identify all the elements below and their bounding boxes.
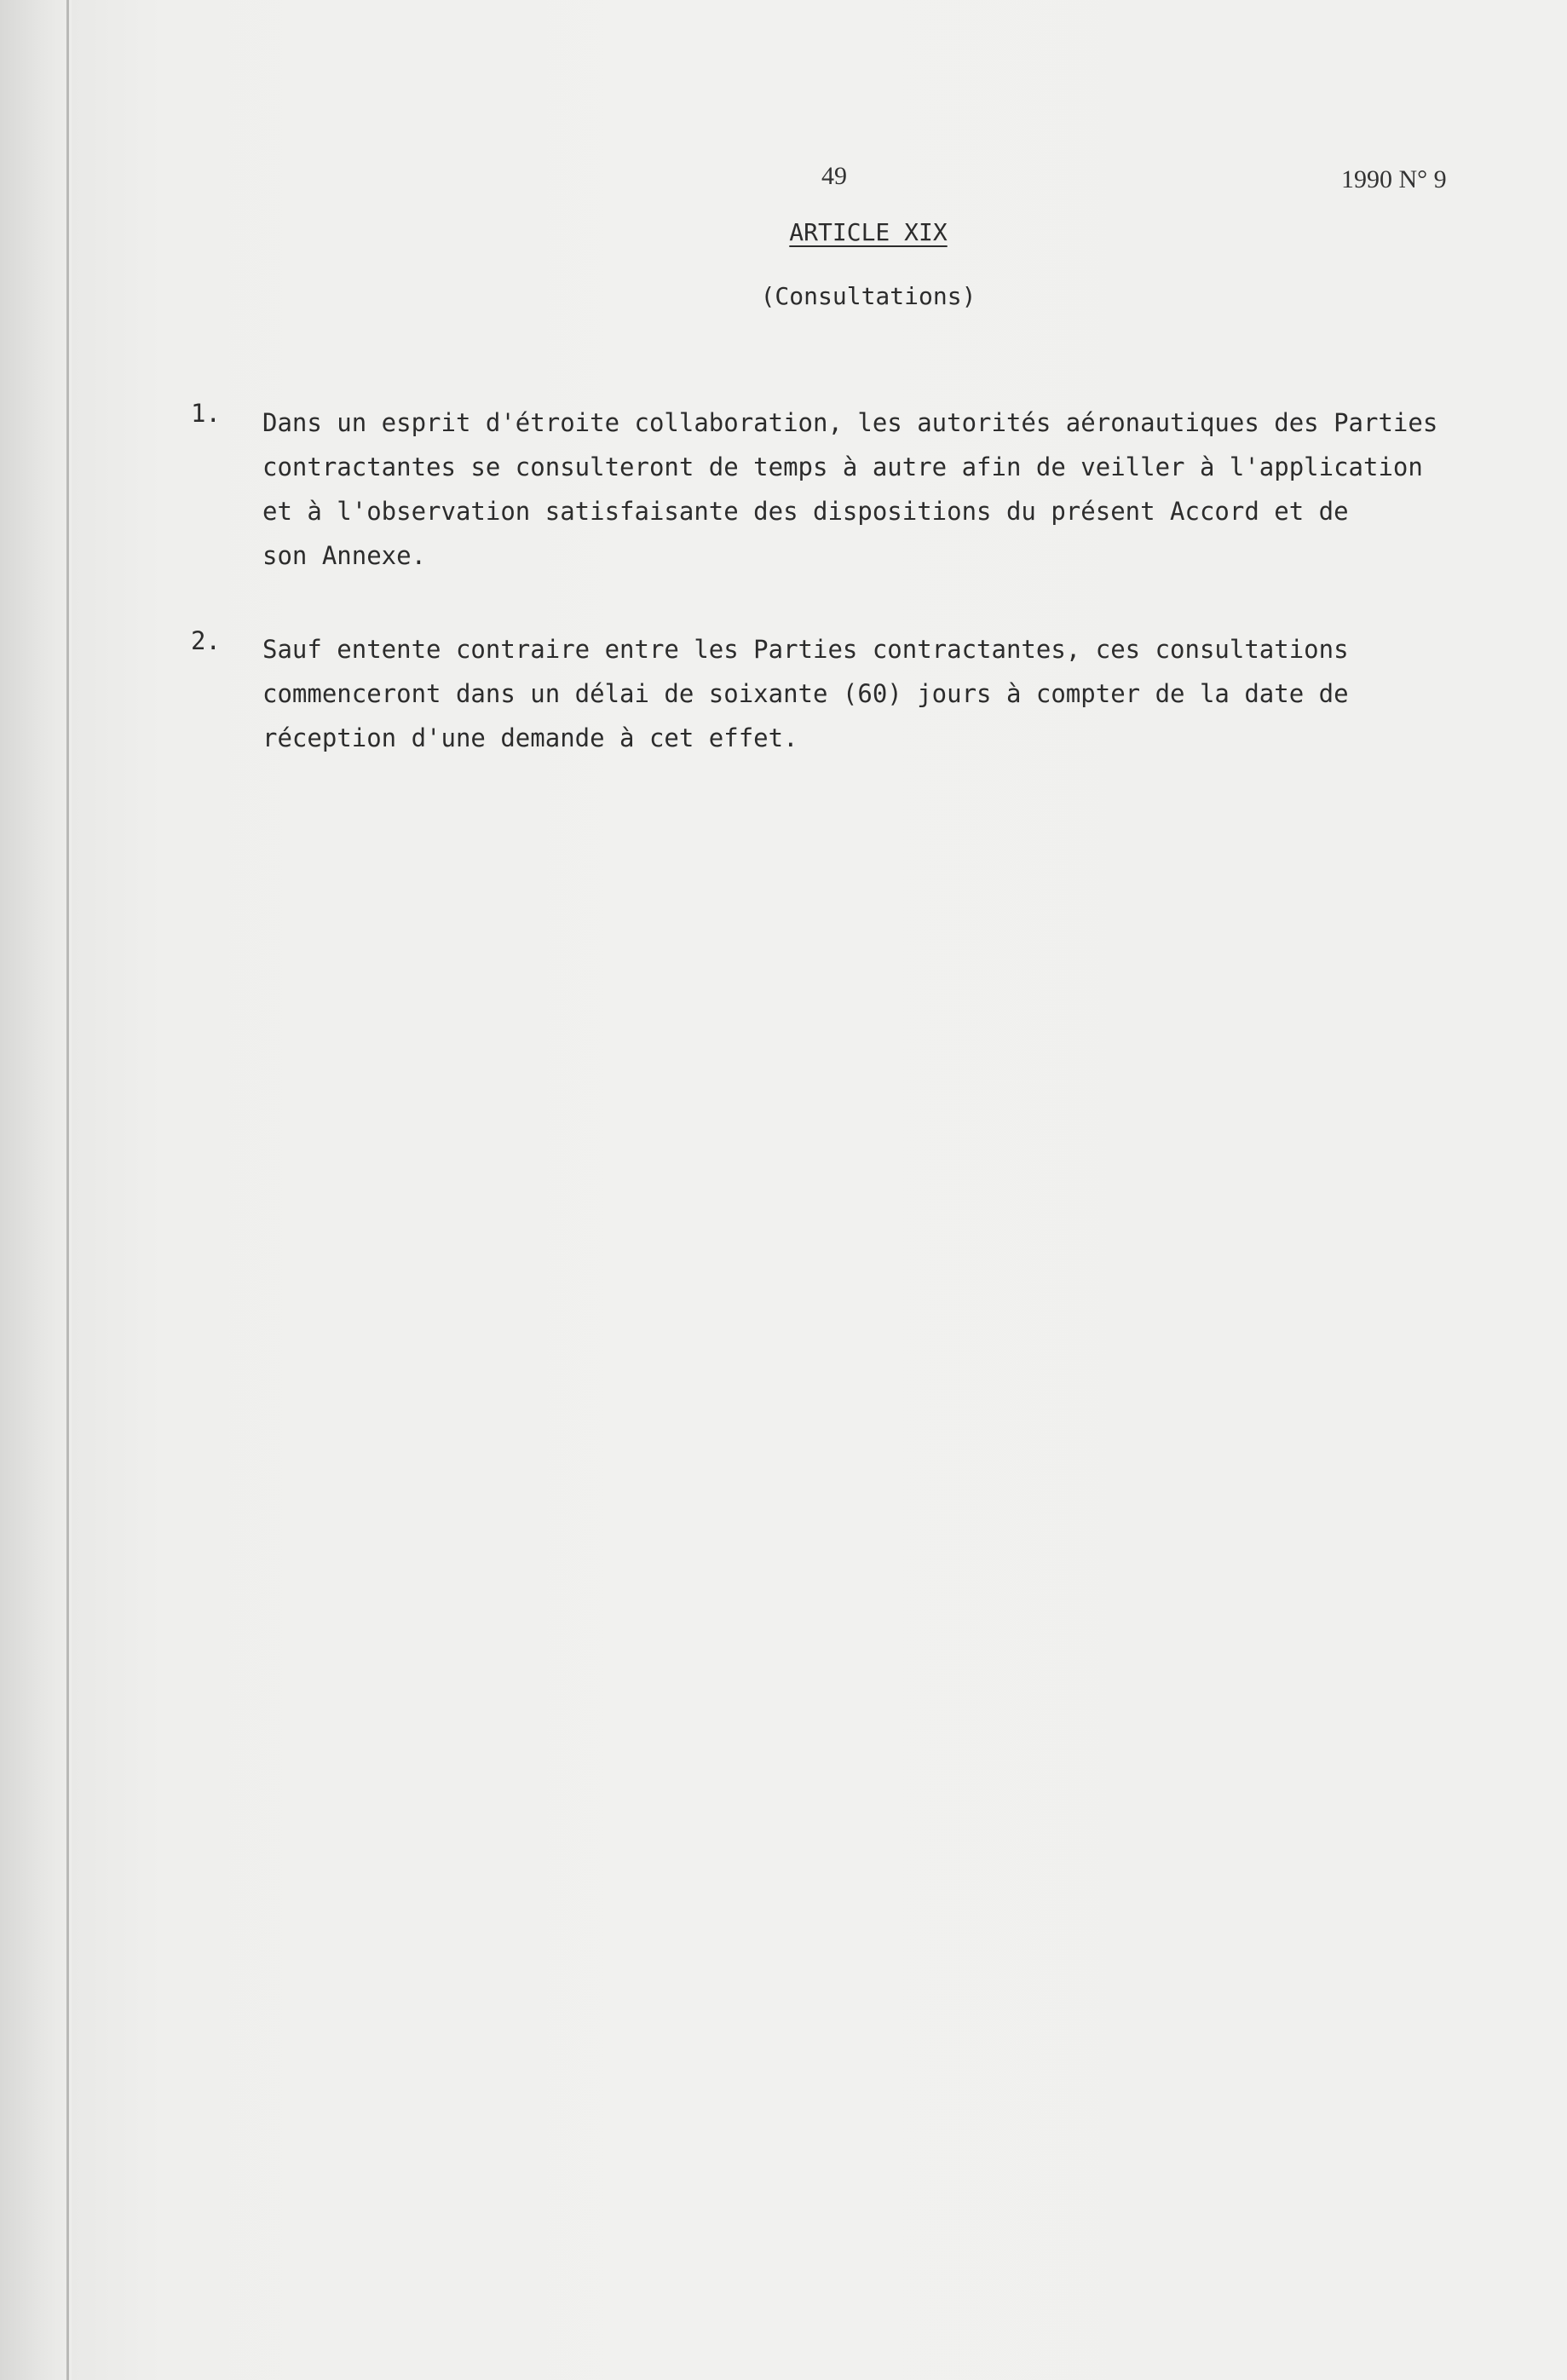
paragraph-2 bbox=[262, 627, 1558, 760]
paragraph-line: Dans un esprit d'étroite collaboration, les autorités aéronautiques des Parties bbox=[262, 408, 1438, 437]
article-title: ARTICLE XIX bbox=[789, 218, 948, 246]
binding-spine bbox=[0, 0, 77, 2380]
running-head: 1990 N° 9 bbox=[1341, 165, 1447, 193]
paragraph-line: son Annexe. bbox=[262, 541, 427, 570]
paragraph-1 bbox=[262, 401, 1558, 578]
paragraph-line: commenceront dans un délai de soixante (60) jours à compter de la date de bbox=[262, 679, 1349, 708]
article-subtitle: (Consultations) bbox=[760, 282, 976, 310]
paragraph-2-number: 2. bbox=[191, 626, 221, 655]
page-number: 49 bbox=[821, 162, 847, 190]
paragraph-1-number: 1. bbox=[191, 399, 221, 428]
paragraph-line: réception d'une demande à cet effet. bbox=[262, 723, 798, 752]
paragraph-line: et à l'observation satisfaisante des dispositions du présent Accord et de bbox=[262, 497, 1349, 526]
document-page bbox=[72, 0, 1567, 2380]
paragraph-line: Sauf entente contraire entre les Parties contractantes, ces consultations bbox=[262, 635, 1349, 664]
paragraph-line: contractantes se consulteront de temps à autre afin de veiller à l'application bbox=[262, 452, 1423, 481]
binding-edge bbox=[66, 0, 69, 2380]
